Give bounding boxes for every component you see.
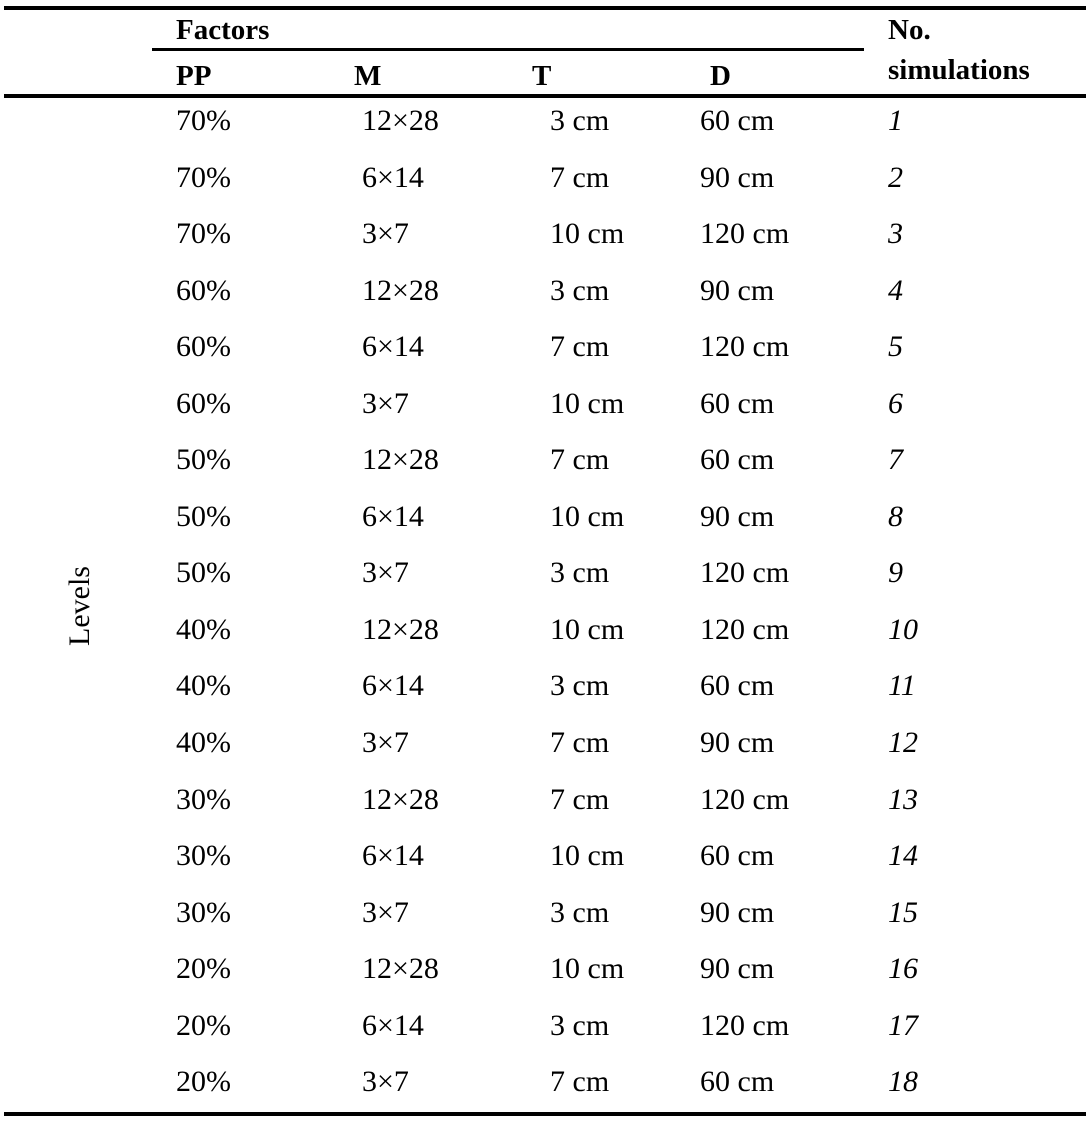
cell-simulation-number: 5 xyxy=(888,330,903,364)
cell-d: 120 cm xyxy=(700,330,790,364)
cell-d: 90 cm xyxy=(700,895,775,929)
cell-d: 90 cm xyxy=(700,160,775,194)
cell-simulation-number: 7 xyxy=(888,443,903,477)
column-header-d: D xyxy=(710,60,731,92)
cell-m: 12×28 xyxy=(362,782,439,816)
factors-header: Factors xyxy=(176,14,270,46)
table-row xyxy=(0,157,1088,214)
cell-m: 6×14 xyxy=(362,499,424,533)
cell-t: 10 cm xyxy=(550,217,625,251)
cell-m: 3×7 xyxy=(362,895,409,929)
column-header-m: M xyxy=(354,60,382,92)
cell-m: 3×7 xyxy=(362,556,409,590)
table-row xyxy=(0,1005,1088,1062)
column-header-t: T xyxy=(532,60,552,92)
cell-simulation-number: 4 xyxy=(888,273,903,307)
cell-m: 6×14 xyxy=(362,839,424,873)
cell-m: 3×7 xyxy=(362,217,409,251)
cell-m: 3×7 xyxy=(362,1065,409,1099)
cell-t: 3 cm xyxy=(550,1008,610,1042)
cell-pp: 20% xyxy=(176,952,231,986)
cell-d: 120 cm xyxy=(700,782,790,816)
table-row xyxy=(0,552,1088,609)
cell-d: 120 cm xyxy=(700,612,790,646)
cell-d: 120 cm xyxy=(700,1008,790,1042)
table-row xyxy=(0,496,1088,553)
factors-underline xyxy=(152,48,864,51)
cell-t: 10 cm xyxy=(550,386,625,420)
cell-d: 60 cm xyxy=(700,386,775,420)
cell-t: 10 cm xyxy=(550,612,625,646)
table-row xyxy=(0,100,1088,157)
cell-simulation-number: 15 xyxy=(888,895,918,929)
table-row xyxy=(0,835,1088,892)
cell-d: 120 cm xyxy=(700,217,790,251)
cell-simulation-number: 3 xyxy=(888,217,903,251)
header-rule xyxy=(4,94,1086,98)
table-body xyxy=(0,100,1088,1118)
cell-t: 3 cm xyxy=(550,895,610,929)
cell-m: 6×14 xyxy=(362,160,424,194)
levels-label: Levels xyxy=(63,566,96,646)
table-row xyxy=(0,948,1088,1005)
cell-pp: 70% xyxy=(176,217,231,251)
no-header: No. xyxy=(888,14,931,46)
table-row xyxy=(0,609,1088,666)
cell-d: 60 cm xyxy=(700,443,775,477)
cell-simulation-number: 18 xyxy=(888,1065,918,1099)
table-row xyxy=(0,722,1088,779)
cell-pp: 30% xyxy=(176,895,231,929)
top-rule xyxy=(4,6,1086,10)
cell-d: 60 cm xyxy=(700,104,775,137)
cell-d: 60 cm xyxy=(700,669,775,703)
cell-m: 6×14 xyxy=(362,669,424,703)
simulations-header: simulations xyxy=(888,54,1030,86)
column-header-pp: PP xyxy=(176,60,212,92)
cell-t: 3 cm xyxy=(550,273,610,307)
cell-pp: 20% xyxy=(176,1065,231,1099)
cell-pp: 30% xyxy=(176,839,231,873)
table-row xyxy=(0,383,1088,440)
cell-pp: 50% xyxy=(176,499,231,533)
cell-simulation-number: 1 xyxy=(888,104,903,137)
cell-m: 6×14 xyxy=(362,1008,424,1042)
cell-simulation-number: 2 xyxy=(888,160,903,194)
cell-t: 3 cm xyxy=(550,104,610,137)
cell-t: 7 cm xyxy=(550,330,610,364)
cell-pp: 40% xyxy=(176,612,231,646)
cell-t: 7 cm xyxy=(550,443,610,477)
cell-d: 90 cm xyxy=(700,499,775,533)
cell-t: 10 cm xyxy=(550,499,625,533)
cell-pp: 60% xyxy=(176,273,231,307)
cell-pp: 40% xyxy=(176,669,231,703)
table-row xyxy=(0,439,1088,496)
table-row xyxy=(0,665,1088,722)
cell-pp: 70% xyxy=(176,160,231,194)
cell-m: 6×14 xyxy=(362,330,424,364)
cell-pp: 40% xyxy=(176,726,231,760)
table-row xyxy=(0,1061,1088,1118)
cell-m: 12×28 xyxy=(362,612,439,646)
cell-t: 7 cm xyxy=(550,782,610,816)
cell-simulation-number: 12 xyxy=(888,726,918,760)
cell-m: 3×7 xyxy=(362,386,409,420)
cell-pp: 70% xyxy=(176,104,231,137)
cell-m: 12×28 xyxy=(362,952,439,986)
cell-d: 120 cm xyxy=(700,556,790,590)
table-row xyxy=(0,270,1088,327)
cell-t: 10 cm xyxy=(550,839,625,873)
cell-simulation-number: 17 xyxy=(888,1008,918,1042)
table-row xyxy=(0,213,1088,270)
cell-pp: 60% xyxy=(176,330,231,364)
cell-d: 90 cm xyxy=(700,952,775,986)
table-row xyxy=(0,326,1088,383)
cell-simulation-number: 9 xyxy=(888,556,903,590)
table-row xyxy=(0,892,1088,949)
cell-simulation-number: 11 xyxy=(888,669,916,703)
cell-t: 3 cm xyxy=(550,556,610,590)
cell-t: 7 cm xyxy=(550,160,610,194)
cell-t: 10 cm xyxy=(550,952,625,986)
cell-d: 90 cm xyxy=(700,273,775,307)
cell-t: 7 cm xyxy=(550,726,610,760)
table-row xyxy=(0,779,1088,836)
cell-pp: 30% xyxy=(176,782,231,816)
cell-pp: 20% xyxy=(176,1008,231,1042)
cell-d: 60 cm xyxy=(700,1065,775,1099)
cell-d: 90 cm xyxy=(700,726,775,760)
cell-simulation-number: 8 xyxy=(888,499,903,533)
cell-simulation-number: 13 xyxy=(888,782,918,816)
cell-d: 60 cm xyxy=(700,839,775,873)
cell-simulation-number: 10 xyxy=(888,612,918,646)
cell-t: 3 cm xyxy=(550,669,610,703)
cell-m: 12×28 xyxy=(362,104,439,137)
cell-pp: 50% xyxy=(176,556,231,590)
cell-simulation-number: 14 xyxy=(888,839,918,873)
cell-m: 12×28 xyxy=(362,443,439,477)
cell-pp: 50% xyxy=(176,443,231,477)
cell-m: 3×7 xyxy=(362,726,409,760)
cell-pp: 60% xyxy=(176,386,231,420)
cell-simulation-number: 16 xyxy=(888,952,918,986)
cell-m: 12×28 xyxy=(362,273,439,307)
cell-t: 7 cm xyxy=(550,1065,610,1099)
cell-simulation-number: 6 xyxy=(888,386,903,420)
